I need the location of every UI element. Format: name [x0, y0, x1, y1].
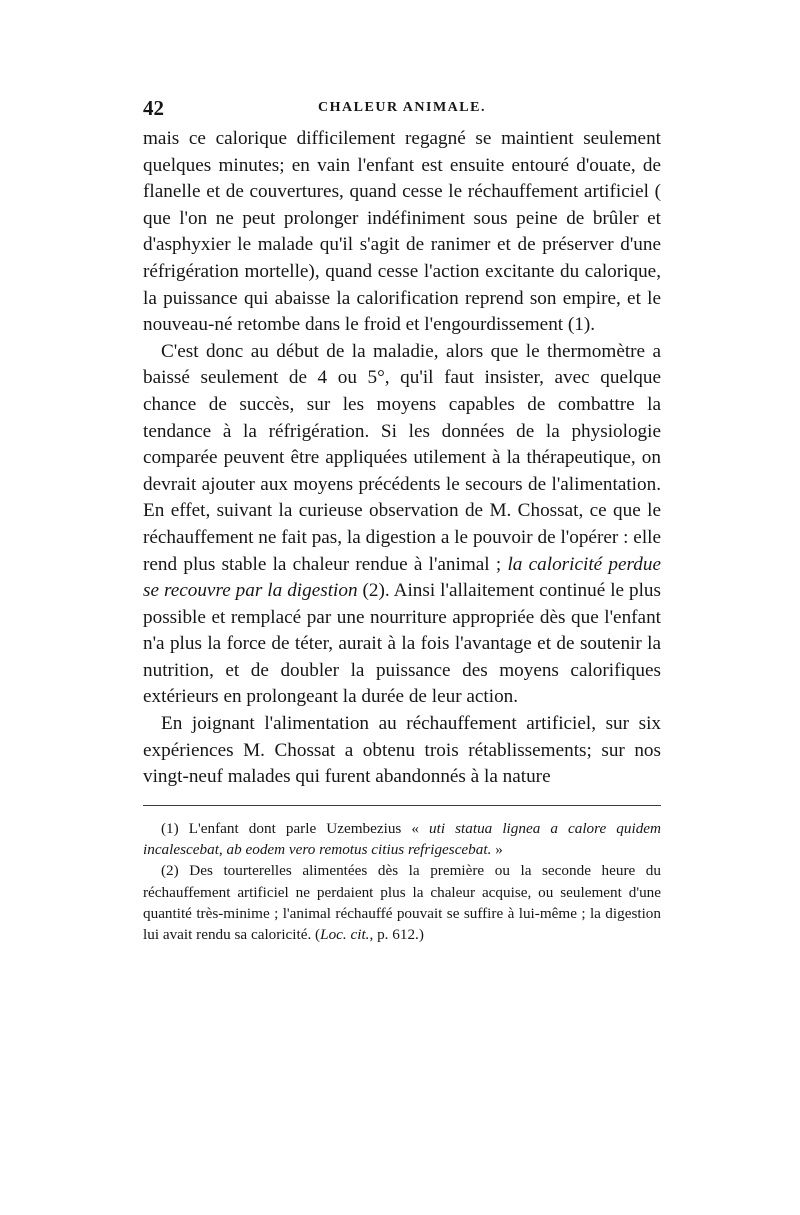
page-number: 42: [143, 96, 164, 120]
paragraph-2-text-b: (2). Ainsi l'allaitement continué le plus possible et remplacé par une nourriture appropriée dès que l'enfant n'a plus la force de téter, aurait à la fois l'avantage et de soutenir la nutrition, et de doubler la puissance des moyens calorifiques extérieurs en prolongeant la durée de leur action.: [143, 580, 661, 708]
paragraph-2-italic-quote: la caloricité perdue se recouvre par la digestion: [143, 553, 661, 602]
footnote-2-italic-citation: Loc. cit.: [320, 926, 370, 944]
footnote-1-italic-quote: uti statua lignea a calore quidem incalescebat, ab eodem vero remotus citius refrigescebat.: [143, 819, 662, 859]
footnote-1-text-b: »: [495, 841, 503, 859]
running-title: CHALEUR ANIMALE.: [318, 100, 486, 115]
book-page: [143, 96, 661, 946]
paragraph-2: [143, 339, 661, 711]
paragraph-2-text-a: C'est donc au début de la maladie, alors que le thermomètre a baissé seulement de 4 ou 5°, qu'il faut insister, avec quelque chance de succès, sur les moyens capables de combattre la tendance à la réfrigération. Si les données de la physiologie comparée peuvent être appliquées utilement à la thérapeutique, on devrait ajouter aux moyens précédents le secours de l'alimentation. En effet, suivant la curieuse observation de M. Chossat, ce que le réchauffement ne fait pas, la digestion a le pouvoir de l'opérer : elle rend plus stable la chaleur rendue à l'animal ;: [143, 340, 661, 575]
footnote-1-text-a: (1) L'enfant dont parle Uzembezius «: [161, 819, 419, 837]
footnote-2-text-a: (2) Des tourterelles alimentées dès la première ou la seconde heure du réchauffement artificiel ne perdaient plus la chaleur acquise, ou seulement d'une quantité très-minime ; l'animal réchauffé pouvait se suffire à lui-même ; la digestion lui avait rendu sa caloricité. (: [143, 862, 661, 944]
footnote-2-text-b: , p. 612.): [369, 926, 424, 944]
footnote-rule: [143, 805, 661, 806]
body-text: [143, 126, 661, 791]
paragraph-3: [143, 711, 661, 791]
footnotes: [143, 818, 661, 946]
running-head: [143, 96, 661, 126]
paragraph-3-text: En joignant l'alimentation au réchauffement artificiel, sur six expériences M. Chossat a obtenu trois rétablissements; sur nos vingt-neuf malades qui furent abandonnés à la nature: [143, 713, 661, 788]
footnote-2: [143, 860, 661, 945]
paragraph-1: [143, 126, 661, 339]
paragraph-1-text: mais ce calorique difficilement regagné se maintient seulement quelques minutes; en vain l'enfant est ensuite entouré d'ouate, de flanelle et de couvertures, quand cesse le réchauffement artificiel ( que l'on ne peut prolonger indéfiniment sous peine de brûler et d'asphyxier le malade qu'il s'agit de ranimer et de préserver d'une réfrigération mortelle), quand cesse l'action excitante du calorique, la puissance qui abaisse la calorification reprend son empire, et le nouveau-né retombe dans le froid et l'engourdissement (1).: [143, 128, 661, 336]
footnote-1: [143, 818, 661, 861]
